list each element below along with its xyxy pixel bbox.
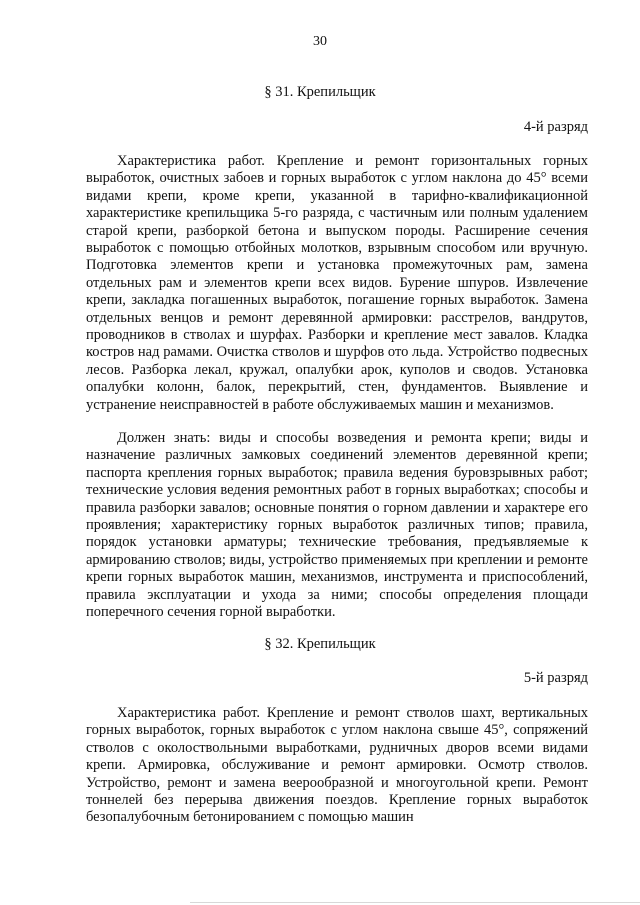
section-31-grade: 4-й разряд <box>523 119 588 135</box>
page-number: 30 <box>313 34 327 49</box>
section-31-knowledge-requirements: Должен знать: виды и способы возведения и ремонта крепи; виды и назначение различных замковых соединений элементов деревянной крепи; паспорта крепления горных выработок; правила ведения буровзрывных работ; технические условия ведения ремонтных работ в горных выработках; способы и правила разборки завалов; основные понятия о горном давлении и характере его проявления; характеристику горных выработок различных типов; правила, порядок установки арматуры; технические требования, предъявляемые к армированию стволов; виды, устройство применяемых при креплении и ремонте крепи горных выработок машин, механизмов, инструмента и приспособлений, правила эксплуатации и ухода за ними; способы определения площади поперечного сечения горной выработки. <box>86 430 588 621</box>
section-31-title: § 31. Крепильщик <box>264 84 376 100</box>
page-edge-line <box>190 902 640 903</box>
section-32-title: § 32. Крепильщик <box>264 636 376 652</box>
section-32-grade: 5-й разряд <box>523 670 588 686</box>
section-32-work-description: Характеристика работ. Крепление и ремонт стволов шахт, вертикальных горных выработок, горных выработок с углом наклона свыше 45°, сопряжений стволов с околоствольными выработками, рудничных дворов всеми видами крепи. Армировка, обслуживание и ремонт армировки. Осмотр стволов. Устройство, ремонт и замена веерообразной и многоугольной крепи. Ремонт тоннелей без перерыва движения поездов. Крепление горных выработок безопалубочным бетонированием с помощью машин <box>86 705 588 826</box>
section-31-work-description: Характеристика работ. Крепление и ремонт горизонтальных горных выработок, очистных забоев и горных выработок с углом наклона до 45° всеми видами крепи, кроме крепи, указанной в тарифно-квалификационной характеристике крепильщика 5-го разряда, с частичным или полным удалением старой крепи, разборкой бетона и выпуском породы. Расширение сечения выработок с помощью отбойных молотков, взрывным способом или вручную. Подготовка элементов крепи и установка промежуточных рам, замена отдельных рам и элементов крепи всех видов. Бурение шпуров. Извлечение крепи, закладка погашенных выработок, погашение горных выработок. Замена отдельных венцов и ремонт деревянной армировки: расстрелов, вандрутов, проводников в стволах и шурфах. Разборки и крепление мест завалов. Кладка костров над рамами. Очистка стволов и шурфов ото льда. Устройство подвесных лесов. Разборка лекал, кружал, опалубки арок, куполов и сводов. Установка опалубки колонн, балок, перекрытий, стен, фундаментов. Выявление и устранение неисправностей в работе обслуживаемых машин и механизмов. <box>86 153 588 413</box>
